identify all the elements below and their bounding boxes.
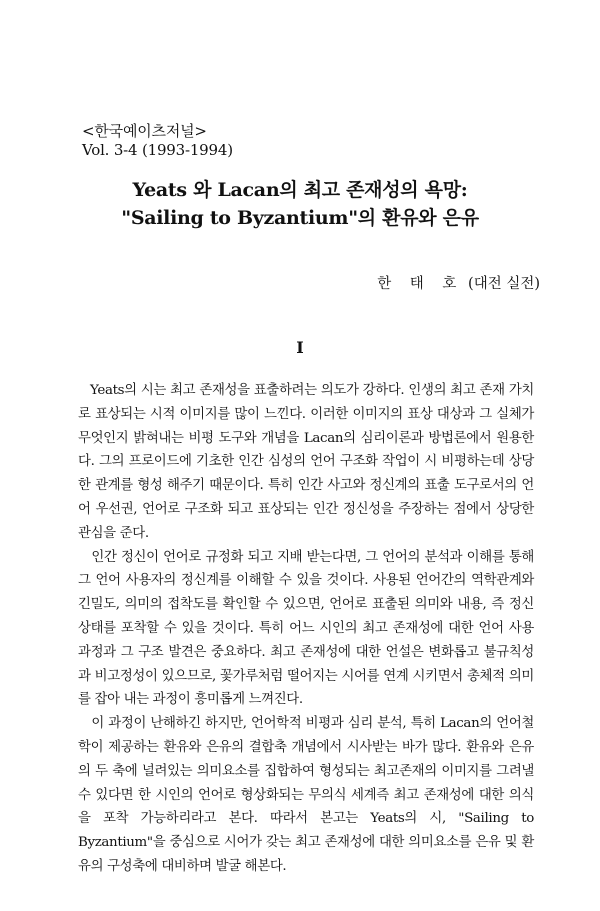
author-line [377, 272, 540, 293]
author-affiliation: (대전 실전) [468, 276, 540, 292]
title-line-2: "Sailing to Byzantium"의 환유와 은유 [121, 207, 479, 229]
journal-name: <한국예이츠저널> [82, 122, 207, 140]
body-text [78, 379, 534, 879]
title-line-1: Yeats 와 Lacan의 최고 존재성의 욕망: [132, 179, 468, 201]
section-heading: I [296, 338, 304, 357]
journal-volume: Vol. 3-4 (1993-1994) [82, 141, 233, 159]
author-name: 한 태 호 [377, 276, 464, 292]
paragraph: 인간 정신이 언어로 규정화 되고 지배 받는다면, 그 언어의 분석과 이해를 통해 그 언어 사용자의 정신계를 이해할 수 있을 것이다. 사용된 언어간의 역학관계와 긴밀도, 의미의 접착도를 확인할 수 있으면, 언어로 표출된 의미와 내용, 즉 정신 상태를 포착할 수 있을 것이다. 특히 어느 시인의 최고 존재성에 대한 언어 사용 과정과 그 구조 발견은 중요하다. 최고 존재성에 대한 언설은 변화롭고 불규칙성과 비고정성이 있으므로, 꽃가루처럼 떨어지는 시어를 연계 시키면서 총체적 의미를 잡아 내는 과정이 흥미롭게 느껴진다. [78, 549, 534, 708]
paper-title [0, 176, 600, 232]
paragraph: Yeats의 시는 최고 존재성을 표출하려는 의도가 강하다. 인생의 최고 존재 가치로 표상되는 시적 이미지를 많이 느낀다. 이러한 이미지의 표상 대상과 그 실체가 무엇인지 밝혀내는 비평 도구와 개념을 Lacan의 심리이론과 방법론에서 원용한다. 그의 프로이드에 기초한 인간 심성의 언어 구조화 작업이 시 비평하는데 상당한 관계를 형성 해주기 때문이다. 특히 인간 사고와 정신계의 표출 도구로서의 언어 우선권, 언어로 구조화 되고 표상되는 인간 정신성을 주장하는 점에서 상당한 관심을 준다. [78, 383, 534, 541]
paragraph: 이 과정이 난해하긴 하지만, 언어학적 비평과 심리 분석, 특히 Lacan의 언어철학이 제공하는 환유와 은유의 결합축 개념에서 시사받는 바가 많다. 환유와 은유의 두 축에 널려있는 의미요소를 집합하여 형성되는 최고존재의 이미지를 그려낼 수 있다면 한 시인의 언어로 형상화되는 무의식 세계즉 최고 존재성에 대한 의식을 포착 가능하리라고 본다. 따라서 본고는 Yeats의 시, "Sailing to Byzantium"을 중심으로 시어가 갖는 최고 존재성에 대한 의미요소를 은유 및 환유의 구성축에 대비하며 발굴 해본다. [78, 716, 534, 874]
journal-header [82, 122, 233, 160]
